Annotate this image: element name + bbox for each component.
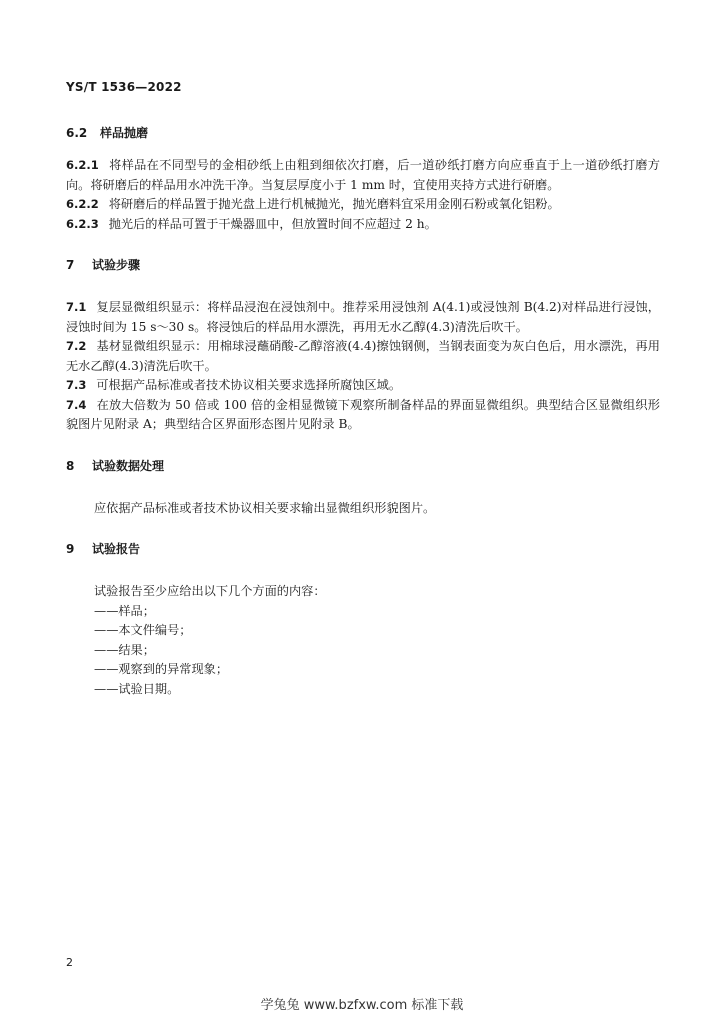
page-number: 2	[66, 956, 73, 969]
clause-7-4	[66, 396, 660, 435]
list-item: ——样品；	[94, 603, 155, 618]
clause-number: 6.2.1	[66, 158, 99, 172]
clause-text: 可根据产品标准或者技术协议相关要求选择所腐蚀区域。	[96, 378, 402, 392]
clause-text: 将研磨后的样品置于抛光盘上进行机械抛光，抛光磨料宜采用金刚石粉或氧化铝粉。	[108, 197, 560, 211]
clause-text: 抛光后的样品可置于干燥器皿中，但放置时间不应超过 2 h。	[108, 216, 437, 231]
clause-7-3	[66, 376, 660, 396]
section-number: 7	[66, 258, 75, 272]
section-title: 试验步骤	[92, 258, 141, 272]
section-number: 8	[66, 458, 75, 473]
clause-number: 7.3	[66, 378, 87, 392]
clause-6-2-3	[66, 215, 660, 235]
clause-7-2	[66, 337, 660, 376]
clause-text: 复层显微组织显示：将样品浸泡在浸蚀剂中。推荐采用浸蚀剂 A(4.1)或浸蚀剂 B(4.2)对样品进行浸蚀，浸蚀时间为 15 s～30 s。将浸蚀后的样品用水漂洗，再用无水乙醇(4.3)清洗后吹干。	[66, 300, 660, 334]
clause-number: 7.1	[66, 300, 87, 314]
clause-6-2-1	[66, 156, 660, 195]
list-item: ——观察到的异常现象；	[94, 662, 229, 676]
section-title: 试验报告	[92, 542, 141, 556]
section-title: 样品抛磨	[100, 126, 149, 140]
standard-code: YS/T 1536—2022	[66, 80, 182, 94]
section-heading-7	[66, 256, 660, 276]
section-8-text: 应依据产品标准或者技术协议相关要求输出显微组织形貌图片。	[94, 500, 436, 515]
clause-number: 6.2.3	[66, 216, 99, 231]
section-number: 6.2	[66, 126, 88, 140]
clause-6-2-2	[66, 195, 660, 215]
section-number: 9	[66, 542, 75, 556]
section-heading-6-2	[66, 124, 660, 144]
clause-text: 将样品在不同型号的金相砂纸上由粗到细依次打磨，后一道砂纸打磨方向应垂直于上一道砂纸打磨方向。将研磨后的样品用水冲洗干净。当复层厚度小于 1 mm 时，宜使用夹持方式进行研磨。	[66, 158, 660, 192]
document-body	[66, 124, 660, 699]
clause-number: 6.2.2	[66, 197, 99, 211]
list-item: ——试验日期。	[94, 681, 180, 696]
clause-text: 基材显微组织显示：用棉球浸蘸硝酸-乙醇溶液(4.4)擦蚀钢侧，当钢表面变为灰白色后，用水漂洗，再用无水乙醇(4.3)清洗后吹干。	[66, 339, 660, 373]
clause-7-1	[66, 298, 660, 337]
section-heading-8	[66, 457, 660, 477]
footer-watermark: 学兔兔 www.bzfxw.com 标准下载	[260, 998, 464, 1013]
section-heading-9	[66, 540, 660, 560]
report-content-list	[66, 602, 660, 700]
list-item: ——本文件编号；	[94, 623, 192, 637]
section-title: 试验数据处理	[92, 458, 165, 473]
list-item: ——结果；	[94, 642, 155, 657]
section-9-intro: 试验报告至少应给出以下几个方面的内容：	[94, 584, 326, 598]
clause-number: 7.2	[66, 339, 87, 353]
clause-text: 在放大倍数为 50 倍或 100 倍的金相显微镜下观察所制备样品的界面显微组织。典型结合区显微组织形貌图片见附录 A；典型结合区界面形态图片见附录 B。	[66, 397, 660, 431]
clause-number: 7.4	[66, 397, 87, 412]
